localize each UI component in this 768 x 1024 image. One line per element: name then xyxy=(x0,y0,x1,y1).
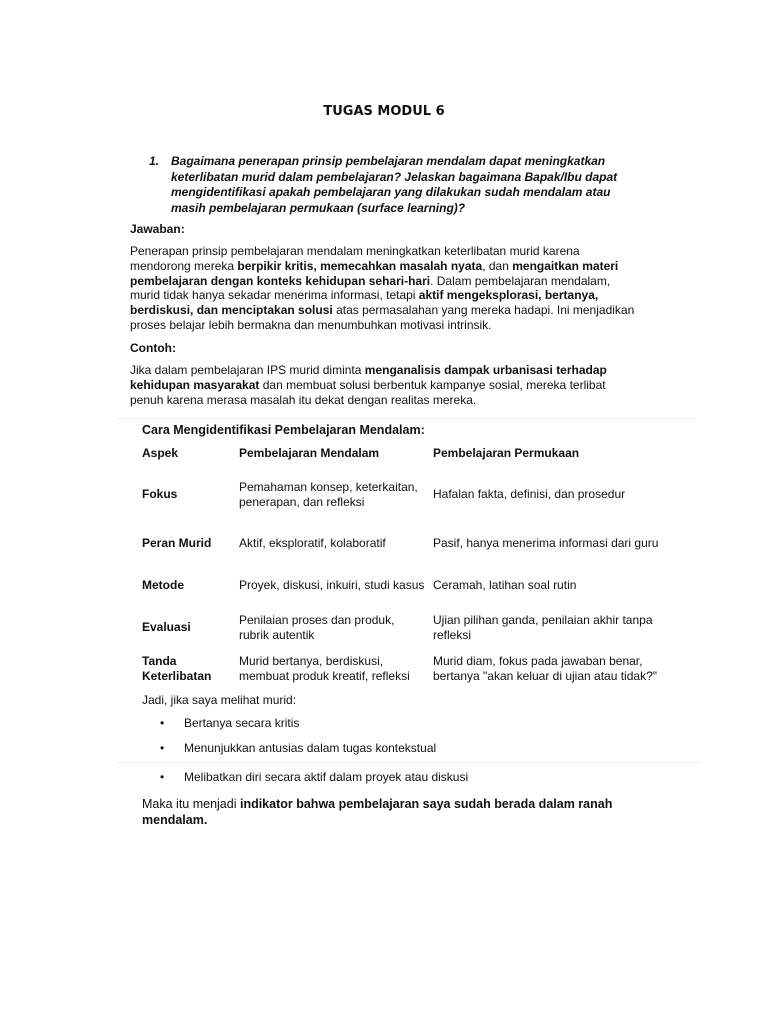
jawaban-bold-2: mengaitkan materi pembelajaran dengan konteks kehidupan sehari-hari xyxy=(130,258,619,288)
table-cell-mendalam: Penilaian proses dan produk, rubrik autentik xyxy=(239,612,395,642)
table-cell-mendalam: Proyek, diskusi, inkuiri, studi kasus xyxy=(239,578,425,593)
table-cell-aspek: Tanda Keterlibatan xyxy=(142,653,212,683)
table-row xyxy=(138,649,687,689)
table-cell-aspek: Peran Murid xyxy=(142,536,212,551)
conclusion-bold: indikator bahwa pembelajaran saya sudah berada dalam ranah mendalam. xyxy=(142,797,613,827)
question-number: 1. xyxy=(149,154,160,168)
bullet-icon: • xyxy=(160,770,165,784)
table-cell-mendalam: Pemahaman konsep, keterkaitan, penerapan, dan refleksi xyxy=(239,479,418,509)
page-title: TUGAS MODUL 6 xyxy=(323,104,445,119)
identification-heading: Cara Mengidentifikasi Pembelajaran Mendalam: xyxy=(142,423,425,437)
table-cell-permukaan: Hafalan fakta, definisi, dan prosedur xyxy=(433,487,626,502)
table-header-row xyxy=(138,441,687,467)
header-permukaan: Pembelajaran Permukaan xyxy=(433,446,580,461)
table-row xyxy=(138,523,687,565)
table-cell-aspek: Metode xyxy=(142,578,184,593)
jawaban-text-4: atas permasalahan yang mereka hadapi. Ini menjadikan proses belajar lebih bermakna dan menumbuhkan motivasi intrinsik. xyxy=(130,303,635,332)
jawaban-text-1: Penerapan prinsip pembelajaran mendalam meningkatkan keterlibatan murid karena mendorong mereka xyxy=(130,244,580,273)
bullet-text: Melibatkan diri secara aktif dalam proyek atau diskusi xyxy=(184,770,469,784)
table-cell-permukaan: Ceramah, latihan soal rutin xyxy=(433,578,577,593)
table-row xyxy=(138,607,687,649)
bullet-text: Bertanya secara kritis xyxy=(184,716,300,730)
comparison-table xyxy=(138,441,687,689)
table-cell-aspek: Evaluasi xyxy=(142,620,191,635)
table-cell-mendalam: Murid bertanya, berdiskusi, membuat produk kreatif, refleksi xyxy=(239,653,410,683)
table-cell-permukaan: Murid diam, fokus pada jawaban benar, bertanya "akan keluar di ujian atau tidak?" xyxy=(433,653,657,683)
jawaban-bold-3: aktif mengeksplorasi, bertanya, berdiskusi, dan menciptakan solusi xyxy=(130,288,599,318)
question-1 xyxy=(149,154,639,218)
jawaban-text-2: , dan xyxy=(482,258,513,273)
table-cell-permukaan: Pasif, hanya menerima informasi dari guru xyxy=(433,536,659,551)
jawaban-text-3: . Dalam pembelajaran mendalam, murid tidak hanya sekadar menerima informasi, tetapi xyxy=(130,273,611,303)
table-cell-mendalam: Aktif, eksploratif, kolaboratif xyxy=(239,536,386,551)
table-row xyxy=(138,467,687,523)
contoh-text-1: Jika dalam pembelajaran IPS murid diminta xyxy=(130,363,365,377)
header-mendalam: Pembelajaran Mendalam xyxy=(239,446,380,461)
jawaban-paragraph xyxy=(130,244,640,333)
jawaban-bold-1: berpikir kritis, memecahkan masalah nyata xyxy=(237,258,483,273)
header-aspek: Aspek xyxy=(142,446,179,461)
bullet-text: Menunjukkan antusias dalam tugas kontekstual xyxy=(184,741,437,755)
contoh-paragraph xyxy=(130,363,640,407)
conclusion-text: Maka itu menjadi xyxy=(142,797,240,811)
conclusion-paragraph xyxy=(142,796,662,828)
contoh-text-2: dan membuat solusi berbentuk kampanye sosial, mereka terlibat penuh karena merasa masalah itu dekat dengan realitas mereka. xyxy=(130,377,606,407)
contoh-label: Contoh: xyxy=(130,341,176,355)
bullet-icon: • xyxy=(160,741,165,755)
table-row xyxy=(138,565,687,607)
contoh-bold-1: menganalisis dampak urbanisasi terhadap kehidupan masyarakat xyxy=(130,363,607,392)
table-cell-aspek: Fokus xyxy=(142,487,178,502)
bullet-icon: • xyxy=(160,716,165,730)
table-cell-permukaan: Ujian pilihan ganda, penilaian akhir tanpa refleksi xyxy=(433,612,653,642)
question-text: Bagaimana penerapan prinsip pembelajaran mendalam dapat meningkatkan keterlibatan murid dalam pembelajaran? Jelaskan bagaimana Bapak/Ibu dapat mengidentifikasi apakah pembelajaran yang dilakukan sudah mendalam atau masih pembelajaran permukaan (surface learning)? xyxy=(171,154,618,215)
bullet-intro: Jadi, jika saya melihat murid: xyxy=(142,693,297,707)
jawaban-label: Jawaban: xyxy=(130,222,185,236)
